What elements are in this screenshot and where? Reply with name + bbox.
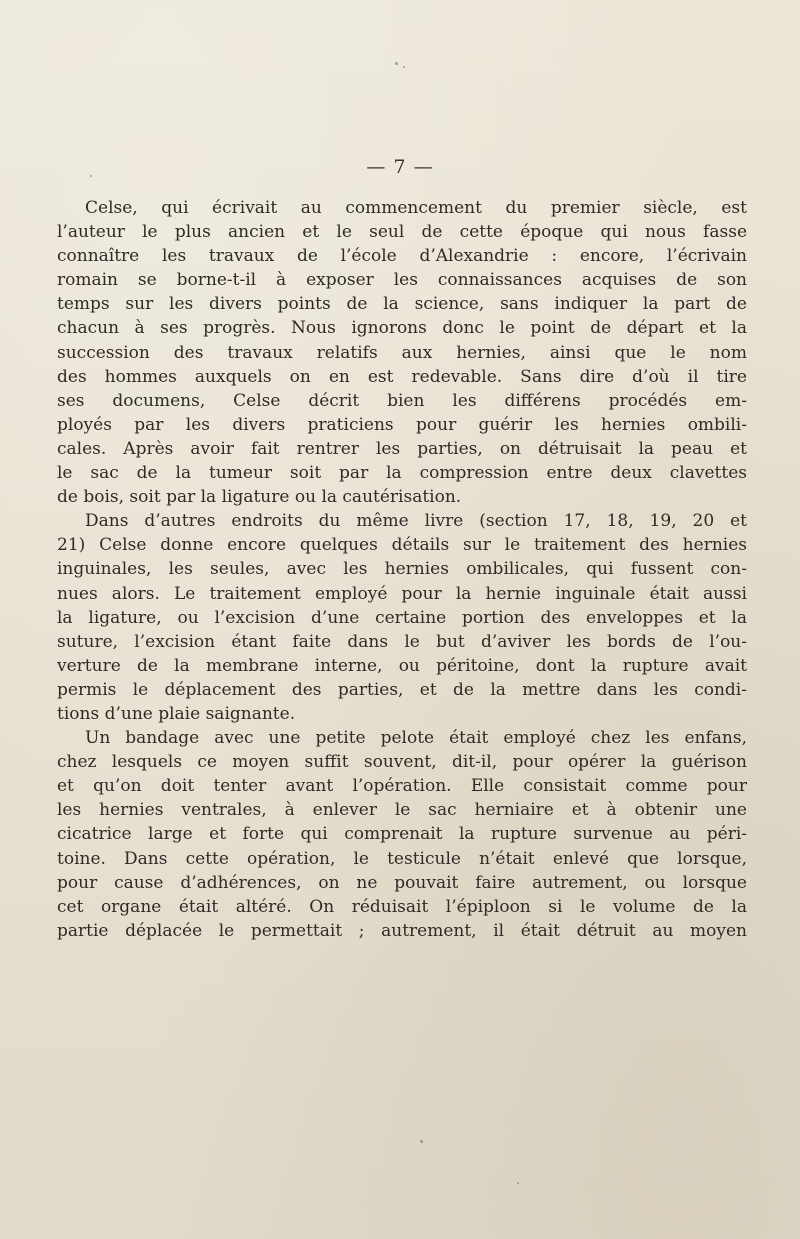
text-line: de bois, soit par la ligature ou la cautérisation.	[57, 487, 462, 508]
text-line: cet organe était altéré. On réduisait l’épiploon si le volume de la	[57, 896, 747, 917]
text-line: toine. Dans cette opération, le testicule n’était enlevé que lorsque,	[57, 848, 747, 869]
text-line: ses documens, Celse décrit bien les différens procédés em-	[57, 390, 747, 411]
text-line: l’auteur le plus ancien et le seul de cette époque qui nous fasse	[57, 222, 747, 243]
paragraph-celse-intro	[57, 196, 747, 509]
text-line: pour cause d’adhérences, on ne pouvait faire autrement, ou lorsque	[57, 872, 747, 893]
text-line: Celse, qui écrivait au commencement du premier siècle, est	[85, 198, 747, 218]
text-line: chez lesquels ce moyen suffit souvent, dit-il, pour opérer la guérison	[57, 752, 747, 773]
text-line: temps sur les divers points de la science, sans indiquer la part de	[57, 294, 747, 315]
text-line: la ligature, ou l’excision d’une certaine portion des enveloppes et la	[57, 607, 747, 628]
paragraph-inguinal-hernias	[57, 509, 747, 726]
text-line: le sac de la tumeur soit par la compression entre deux clavettes	[57, 463, 747, 484]
text-line: suture, l’excision étant faite dans le but d’aviver les bords de l’ou-	[57, 631, 747, 652]
text-line: permis le déplacement des parties, et de la mettre dans les condi-	[57, 679, 747, 700]
text-line: partie déplacée le permettait ; autrement, il était détruit au moyen	[57, 920, 747, 941]
text-line: ployés par les divers praticiens pour guérir les hernies ombili-	[57, 414, 747, 435]
text-line: des hommes auxquels on en est redevable. Sans dire d’où il tire	[57, 366, 747, 387]
text-line: cicatrice large et forte qui comprenait la rupture survenue au péri-	[57, 824, 747, 845]
text-line: Dans d’autres endroits du même livre (section 17, 18, 19, 20 et	[85, 511, 747, 532]
text-line: nues alors. Le traitement employé pour la hernie inguinale était aussi	[57, 583, 747, 604]
text-line: tions d’une plaie saignante.	[57, 703, 296, 724]
text-line: Un bandage avec une petite pelote était employé chez les enfans,	[85, 728, 747, 749]
text-line: romain se borne-t-il à exposer les connaissances acquises de son	[57, 270, 747, 291]
paper-speck	[395, 62, 398, 65]
paragraph-bandage	[57, 726, 747, 943]
body-text	[57, 196, 747, 943]
text-line: verture de la membrane interne, ou péritoine, dont la rupture avait	[57, 655, 747, 676]
text-line: connaître les travaux de l’école d’Alexandrie : encore, l’écrivain	[57, 246, 747, 267]
text-line: inguinales, les seules, avec les hernies ombilicales, qui fussent con-	[57, 559, 747, 580]
text-line: chacun à ses progrès. Nous ignorons donc le point de départ et la	[57, 318, 747, 339]
paper-speck	[420, 1140, 423, 1143]
text-line: succession des travaux relatifs aux hernies, ainsi que le nom	[57, 342, 747, 363]
page-number: — 7 —	[366, 156, 434, 178]
paper-speck	[517, 1182, 519, 1184]
text-line: cales. Après avoir fait rentrer les parties, on détruisait la peau et	[57, 438, 747, 459]
paper-speck	[90, 175, 92, 177]
text-line: 21) Celse donne encore quelques détails sur le traitement des hernies	[57, 535, 747, 556]
text-line: les hernies ventrales, à enlever le sac herniaire et à obtenir une	[57, 800, 747, 821]
text-line: et qu’on doit tenter avant l’opération. Elle consistait comme pour	[57, 776, 747, 797]
paper-speck	[403, 66, 405, 68]
